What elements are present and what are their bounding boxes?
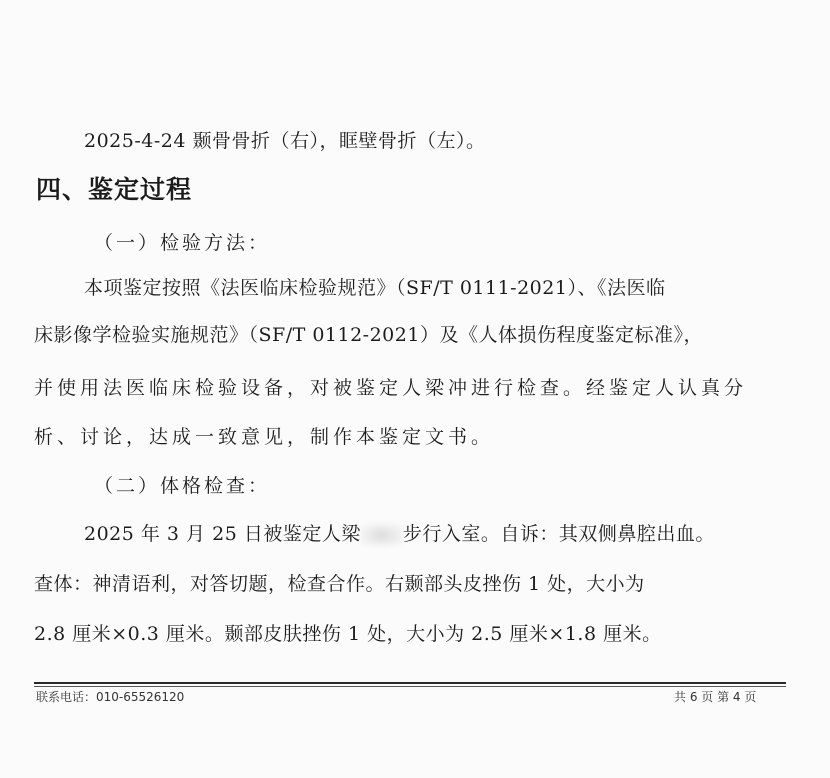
exam-paragraph-line-3: 2.8 厘米×0.3 厘米。颞部皮肤挫伤 1 处，大小为 2.5 厘米×1.8 厘米。 bbox=[34, 623, 662, 645]
diagnosis-line: 2025-4-24 颞骨骨折（右），眶壁骨折（左）。 bbox=[84, 130, 486, 152]
footer-rule-thin bbox=[34, 686, 786, 687]
exam-line-1-end: 步行入室。自诉：其双侧鼻腔出血。 bbox=[402, 523, 715, 545]
method-paragraph-line-1: 本项鉴定按照《法医临床检验规范》（SF/T 0111-2021）、《法医临 bbox=[84, 277, 666, 299]
method-paragraph-line-3: 并使用法医临床检验设备，对被鉴定人梁冲进行检查。经鉴定人认真分 bbox=[34, 377, 748, 399]
exam-line-1-start: 2025 年 3 月 25 日被鉴定人梁 bbox=[84, 523, 361, 545]
section-heading: 四、鉴定过程 bbox=[36, 175, 193, 204]
footer-rule-thick bbox=[34, 682, 786, 684]
method-paragraph-line-2: 床影像学检验实施规范》（SF/T 0112-2021）及《人体损伤程度鉴定标准》， bbox=[34, 324, 703, 346]
exam-paragraph-line-1 bbox=[84, 522, 715, 546]
redaction-blur bbox=[361, 524, 403, 546]
footer-contact: 联系电话：010-65526120 bbox=[36, 690, 185, 704]
exam-heading: （二）体格检查： bbox=[94, 475, 271, 497]
method-paragraph-line-4: 析、讨论，达成一致意见，制作本鉴定文书。 bbox=[34, 426, 495, 448]
footer-page-count: 共 6 页 第 4 页 bbox=[674, 690, 757, 704]
exam-paragraph-line-2: 查体：神清语利，对答切题，检查合作。右颞部头皮挫伤 1 处，大小为 bbox=[34, 573, 645, 595]
method-heading: （一）检验方法： bbox=[94, 232, 271, 254]
